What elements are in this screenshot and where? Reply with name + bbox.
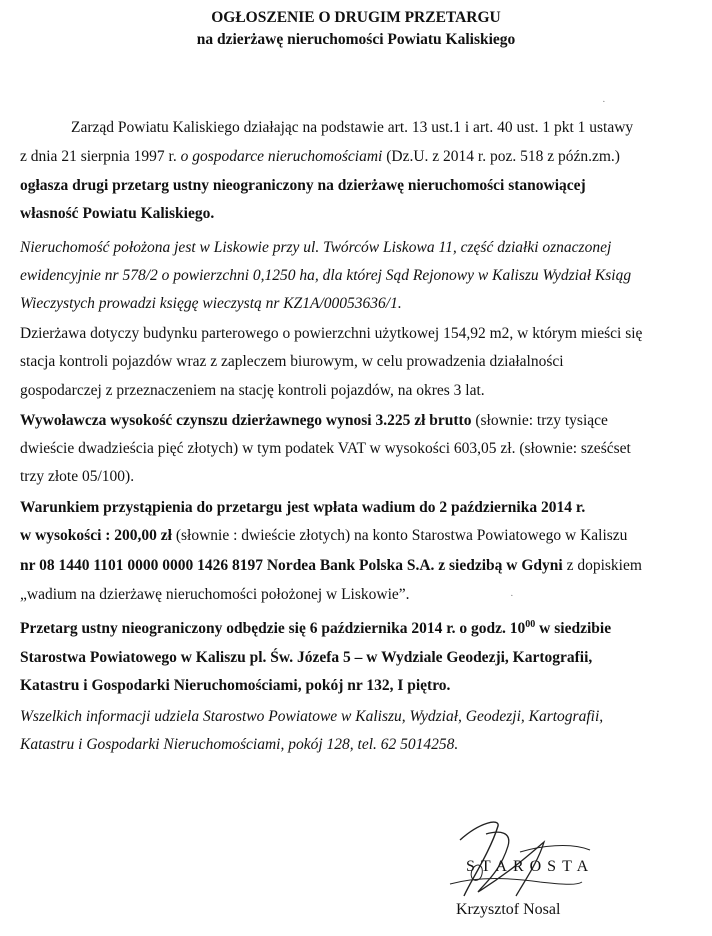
- intro-line-1: Zarząd Powiatu Kaliskiego działając na podstawie art. 13 ust.1 i art. 40 ust. 1 pkt 1 ustawy: [71, 119, 634, 136]
- info-line-2: Katastru i Gospodarki Nieruchomościami, pokój 128, tel. 62 5014258.: [20, 736, 459, 753]
- bank-account-line: nr 08 1440 1101 0000 0000 1426 8197 Nordea Bank Polska S.A. z siedzibą w Gdyni z dopiskiem: [20, 557, 642, 574]
- auction-line-3: Katastru i Gospodarki Nieruchomościami, pokój nr 132, I piętro.: [20, 677, 451, 694]
- rent-line-2: dwieście dwadzieścia pięć złotych) w tym podatek VAT w wysokości 603,05 zł. (słownie: sześćset: [20, 440, 631, 457]
- property-line-3: Wieczystych prowadzi księgę wieczystą nr KZ1A/00053636/1.: [20, 295, 402, 312]
- rent-line-1: Wywoławcza wysokość czynszu dzierżawnego wynosi 3.225 zł brutto (słownie: trzy tysiące: [20, 412, 608, 429]
- announce-line-1: ogłasza drugi przetarg ustny nieograniczony na dzierżawę nieruchomości stanowiącej: [20, 177, 586, 194]
- property-line-2: ewidencyjnie nr 578/2 o powierzchni 0,1250 ha, dla której Sąd Rejonowy w Kaliszu Wydział Ksiąg: [20, 267, 632, 284]
- auction-line-1: Przetarg ustny nieograniczony odbędzie się 6 października 2014 r. o godz. $10^{00}$ w siedzibie: [20, 619, 612, 637]
- property-line-1: Nieruchomość położona jest w Liskowie przy ul. Twórców Liskowa 11, część działki oznaczonej: [20, 239, 612, 256]
- signatory-title: STAROSTA: [466, 858, 595, 875]
- lease-line-2: stacja kontroli pojazdów wraz z zapleczem biurowym, w celu prowadzenia działalności: [20, 353, 564, 370]
- document-subtitle: na dzierżawę nieruchomości Powiatu Kaliskiego: [196, 31, 516, 48]
- document-title: OGŁOSZENIE O DRUGIM PRZETARGU: [211, 9, 501, 26]
- deposit-line-1: Warunkiem przystąpienia do przetargu jest wpłata wadium do 2 października 2014 r.: [20, 499, 586, 516]
- lease-line-1: Dzierżawa dotyczy budynku parterowego o powierzchni użytkowej 154,92 m2, w którym mieści się: [20, 325, 643, 342]
- announce-line-2: własność Powiatu Kaliskiego.: [20, 205, 215, 222]
- scan-mark: ·: [510, 590, 514, 602]
- auction-line-2: Starostwa Powiatowego w Kaliszu pl. Św. Józefa 5 – w Wydziale Geodezji, Kartografii,: [20, 649, 593, 666]
- lease-line-3: gospodarczej z przeznaczeniem na stację kontroli pojazdów, na okres 3 lat.: [20, 382, 485, 399]
- info-line-1: Wszelkich informacji udziela Starostwo Powiatowe w Kaliszu, Wydział, Geodezji, Kartografii,: [20, 708, 604, 725]
- rent-line-3: trzy złote 05/100).: [20, 468, 135, 485]
- deposit-note-line: „wadium na dzierżawę nieruchomości położonej w Liskowie”.: [20, 586, 410, 603]
- deposit-line-2: w wysokości : 200,00 zł (słownie : dwieście złotych) na konto Starostwa Powiatowego w Kaliszu: [20, 527, 628, 544]
- intro-line-2: z dnia 21 sierpnia 1997 r. o gospodarce nieruchomościami (Dz.U. z 2014 r. poz. 518 z późn.zm.): [20, 148, 620, 165]
- signatory-name: Krzysztof Nosal: [456, 901, 561, 918]
- scan-mark: ·: [602, 96, 606, 108]
